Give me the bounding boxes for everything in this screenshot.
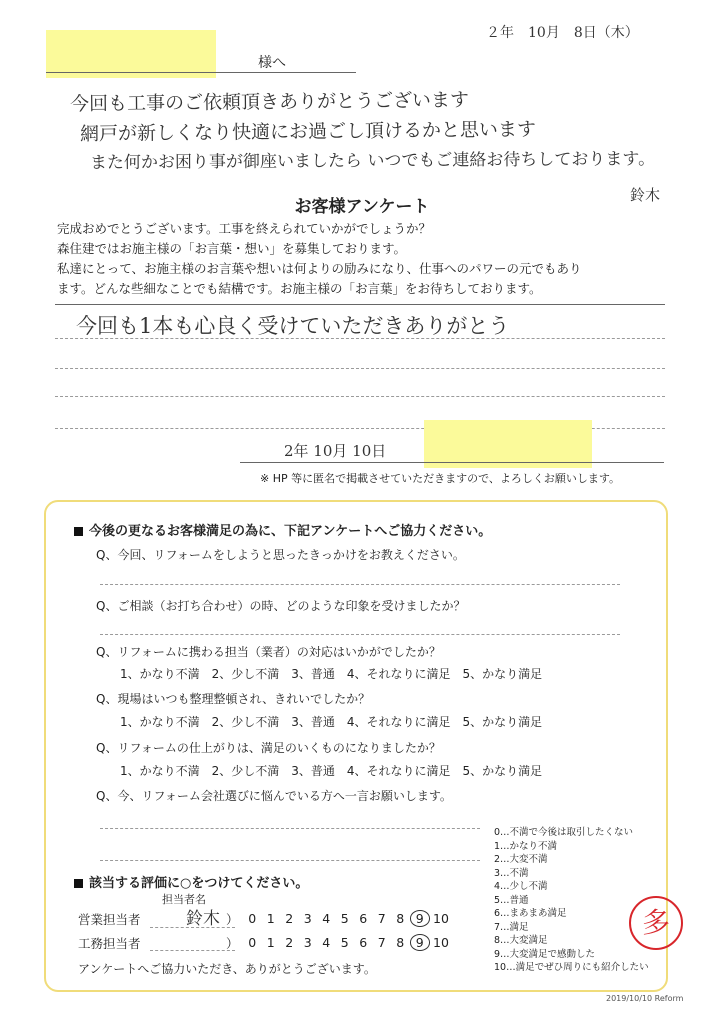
construction-rating-scale: [243, 934, 452, 951]
survey-intro: [57, 219, 582, 299]
hanko-stamp: [629, 896, 683, 950]
question: Q、ご相談（お打ち合わせ）の時、どのような印象を受けましたか？: [96, 599, 466, 613]
question: Q、今、リフォーム会社選びに悩んでいる方へ一言お願いします。: [96, 789, 452, 803]
letter-date: ２年 10月 8日（木）: [486, 25, 639, 41]
legend-item: 7…満足: [494, 921, 529, 933]
scale-number-circled[interactable]: 9: [410, 910, 431, 927]
rating-choices: 1、かなり不満 2、少し不満 3、普通 4、それなりに満足 5、かなり満足: [120, 667, 543, 681]
comment-date: 2年 10月 10日: [284, 442, 387, 460]
scale-number[interactable]: 4: [322, 935, 331, 950]
question: Q、今回、リフォームをしようと思ったきっかけをお教えください。: [96, 548, 465, 562]
scale-number[interactable]: 6: [359, 911, 368, 926]
question: Q、リフォームの仕上がりは、満足のいくものになりましたか？: [96, 741, 441, 755]
legend-item: 6…まあまあ満足: [494, 908, 567, 919]
legend-item: 0…不満で今後は取引したくない: [494, 827, 634, 838]
answer-line: [100, 584, 620, 585]
questionnaire-heading: [74, 520, 491, 539]
legend-item: 5…普通: [494, 894, 529, 906]
scale-number[interactable]: 7: [377, 935, 386, 950]
answer-line: [100, 860, 480, 861]
scale-number[interactable]: 3: [303, 935, 312, 950]
answer-line: [100, 828, 480, 829]
legend-item: 10…満足でぜひ周りにも紹介したい: [494, 962, 649, 973]
rating-heading-text: 該当する評価に○をつけてください。: [89, 876, 309, 891]
scale-number[interactable]: 2: [285, 911, 294, 926]
construction-rep-label: 工務担当者: [78, 936, 141, 951]
question: Q、リフォームに携わる担当（業者）の対応はいかがでしたか？: [96, 645, 441, 659]
intro-line: 森住建ではお施主様の「お言葉・想い」を募集しております。: [57, 241, 407, 256]
questionnaire-heading-text: 今後の更なるお客様満足の為に、下記アンケートへご協力ください。: [89, 524, 492, 539]
legend-item: 2…大変不満: [494, 854, 548, 865]
scale-number[interactable]: 8: [396, 935, 405, 950]
rating-choices: 1、かなり不満 2、少し不満 3、普通 4、それなりに満足 5、かなり満足: [120, 764, 543, 778]
letter-line: 網戸が新しくなり快適にお過ごし頂けるかと思います: [79, 118, 537, 146]
intro-line: ます。どんな些細なことでも結構です。お施主様の「お言葉」をお待ちしております。: [57, 281, 542, 296]
scale-number[interactable]: 8: [396, 911, 405, 926]
question: Q、現場はいつも整理整頓され、きれいでしたか？: [96, 692, 371, 706]
comment-rule: [55, 396, 665, 397]
letter-lines: [70, 86, 690, 176]
comment-top-rule: [55, 304, 665, 305]
scale-number[interactable]: 0: [248, 935, 257, 950]
comment-handwritten: 今回も1本も心良く受けていただきありがとう: [76, 314, 510, 338]
thanks-note: アンケートへご協力いただき、ありがとうございます。: [78, 962, 376, 976]
sales-rep-line: [150, 927, 235, 928]
rating-heading: [74, 872, 308, 891]
scale-number[interactable]: 0: [248, 911, 257, 926]
scale-number[interactable]: 2: [285, 935, 294, 950]
square-bullet-icon: [74, 527, 83, 536]
rep-name-label: 担当者名: [162, 893, 206, 906]
scale-number[interactable]: 5: [340, 935, 349, 950]
scale-number[interactable]: 1: [266, 935, 275, 950]
legend-item: 8…大変満足: [494, 935, 548, 946]
legend-item: 9…大変満足で感動した: [494, 948, 596, 960]
comment-date-line: [240, 462, 664, 463]
square-bullet-icon: [74, 879, 83, 888]
legend-item: 3…不満: [494, 867, 529, 879]
intro-line: 完成おめでとうございます。工事を終えられていかがでしょうか？: [57, 221, 432, 236]
comment-rule: [55, 368, 665, 369]
addressee-suffix: 様へ: [258, 55, 286, 71]
scale-number[interactable]: 6: [359, 935, 368, 950]
letter-line: 今回も工事のご依頼頂きありがとうございます: [69, 89, 470, 116]
scale-number[interactable]: 3: [303, 911, 312, 926]
survey-title: お客様アンケート: [294, 197, 430, 217]
construction-rep-colon: ）: [226, 936, 239, 951]
redacted-customer-name: [46, 30, 216, 78]
publication-notice: ※ HP 等に匿名で掲載させていただきますので、よろしくお願いします。: [260, 472, 621, 485]
stamp-text: 多: [641, 906, 670, 939]
scale-number[interactable]: 7: [377, 911, 386, 926]
sales-rep-colon: ）: [226, 912, 239, 927]
footer-code: 2019/10/10 Reform: [606, 994, 684, 1003]
construction-rep-line: [150, 950, 235, 951]
scale-number[interactable]: 10: [433, 935, 449, 950]
sales-rep-name: 鈴木: [186, 909, 220, 929]
scale-number[interactable]: 4: [322, 911, 331, 926]
scale-number[interactable]: 5: [340, 911, 349, 926]
addressee-line: [46, 72, 356, 73]
legend-item: 1…かなり不満: [494, 840, 558, 852]
scale-number[interactable]: 1: [266, 911, 275, 926]
rating-legend: [494, 826, 649, 975]
answer-line: [100, 634, 620, 635]
rating-choices: 1、かなり不満 2、少し不満 3、普通 4、それなりに満足 5、かなり満足: [120, 715, 543, 729]
redacted-signature: [424, 420, 592, 468]
letter-signature: 鈴木: [630, 186, 661, 204]
intro-line: 私達にとって、お施主様のお言葉や想いは何よりの励みになり、仕事へのパワーの元でもあり: [57, 261, 582, 276]
legend-item: 4…少し不満: [494, 881, 548, 892]
sales-rep-label: 営業担当者: [78, 912, 141, 927]
scale-number-circled[interactable]: 9: [410, 934, 431, 951]
comment-rule: [55, 338, 665, 339]
scale-number[interactable]: 10: [433, 911, 449, 926]
sales-rating-scale: [243, 910, 452, 927]
letter-line: また何かお困り事が御座いましたら いつでもご連絡お待ちしております。: [89, 149, 656, 174]
